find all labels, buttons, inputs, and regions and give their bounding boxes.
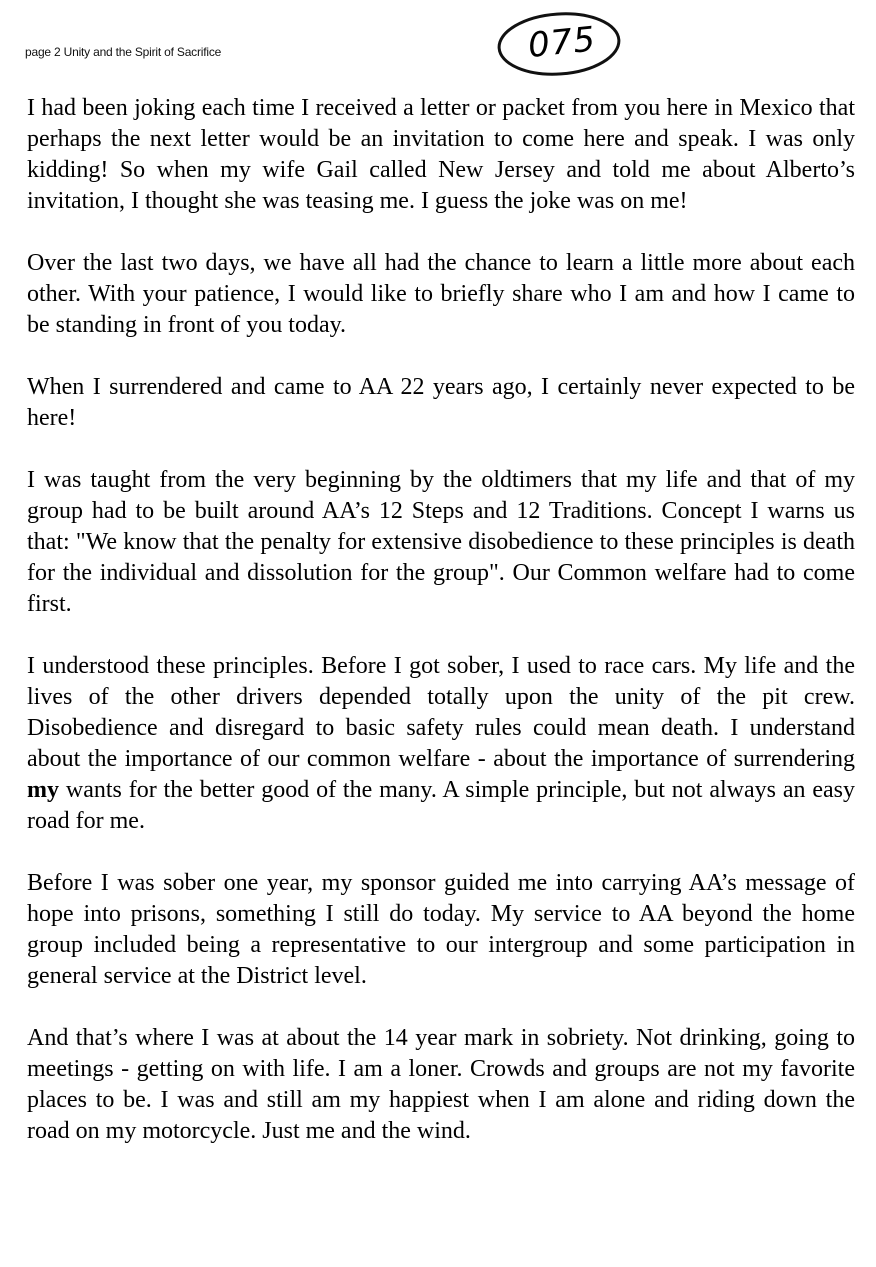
paragraph-oldtimers: I was taught from the very beginning by the oldtimers that my life and that of my group had to be built around AA’s 12 Steps and 12 Traditions. Concept I warns us that: "We know that the penalty for extensive disobedience to these principles is death for the individual and dissolution for the group". Our Common welfare had to come first. [27,467,855,617]
page-header: page 2 Unity and the Spirit of Sacrifice [25,45,222,59]
emphasized-word: my [27,777,59,803]
stamp-number: 075 [526,19,598,67]
paragraph-principles-end: wants for the better good of the many. A simple principle, but not always an easy road for me. [27,777,855,834]
document-body [27,93,855,1147]
paragraph-service: Before I was sober one year, my sponsor guided me into carrying AA’s message of hope into prisons, something I still do today. My service to AA beyond the home group included being a representative to our intergroup and some participation in general service at the District level. [27,870,855,989]
paragraph-principles [27,651,855,837]
paragraph-principles-start: I understood these principles. Before I got sober, I used to race cars. My life and the lives of the other drivers depended totally upon the unity of the pit crew. Disobedience and disregard to basic safety rules could mean death. I understand about the importance of our common welfare - about the importance of surrendering [27,653,855,772]
paragraph-introduction: Over the last two days, we have all had the chance to learn a little more about each other. With your patience, I would like to briefly share who I am and how I came to be standing in front of you today. [27,250,855,338]
paragraph-loner: And that’s where I was at about the 14 year mark in sobriety. Not drinking, going to meetings - getting on with life. I am a loner. Crowds and groups are not my favorite places to be. I was and still am my happiest when I am alone and riding down the road on my motorcycle. Just me and the wind. [27,1025,855,1144]
handwritten-page-number-stamp [493,8,625,78]
paragraph-invitation: I had been joking each time I received a letter or packet from you here in Mexico that perhaps the next letter would be an invitation to come here and speak. I was only kidding! So when my wife Gail called New Jersey and told me about Alberto’s invitation, I thought she was teasing me. I guess the joke was on me! [27,95,855,214]
paragraph-surrender: When I surrendered and came to AA 22 years ago, I certainly never expected to be here! [27,374,855,431]
